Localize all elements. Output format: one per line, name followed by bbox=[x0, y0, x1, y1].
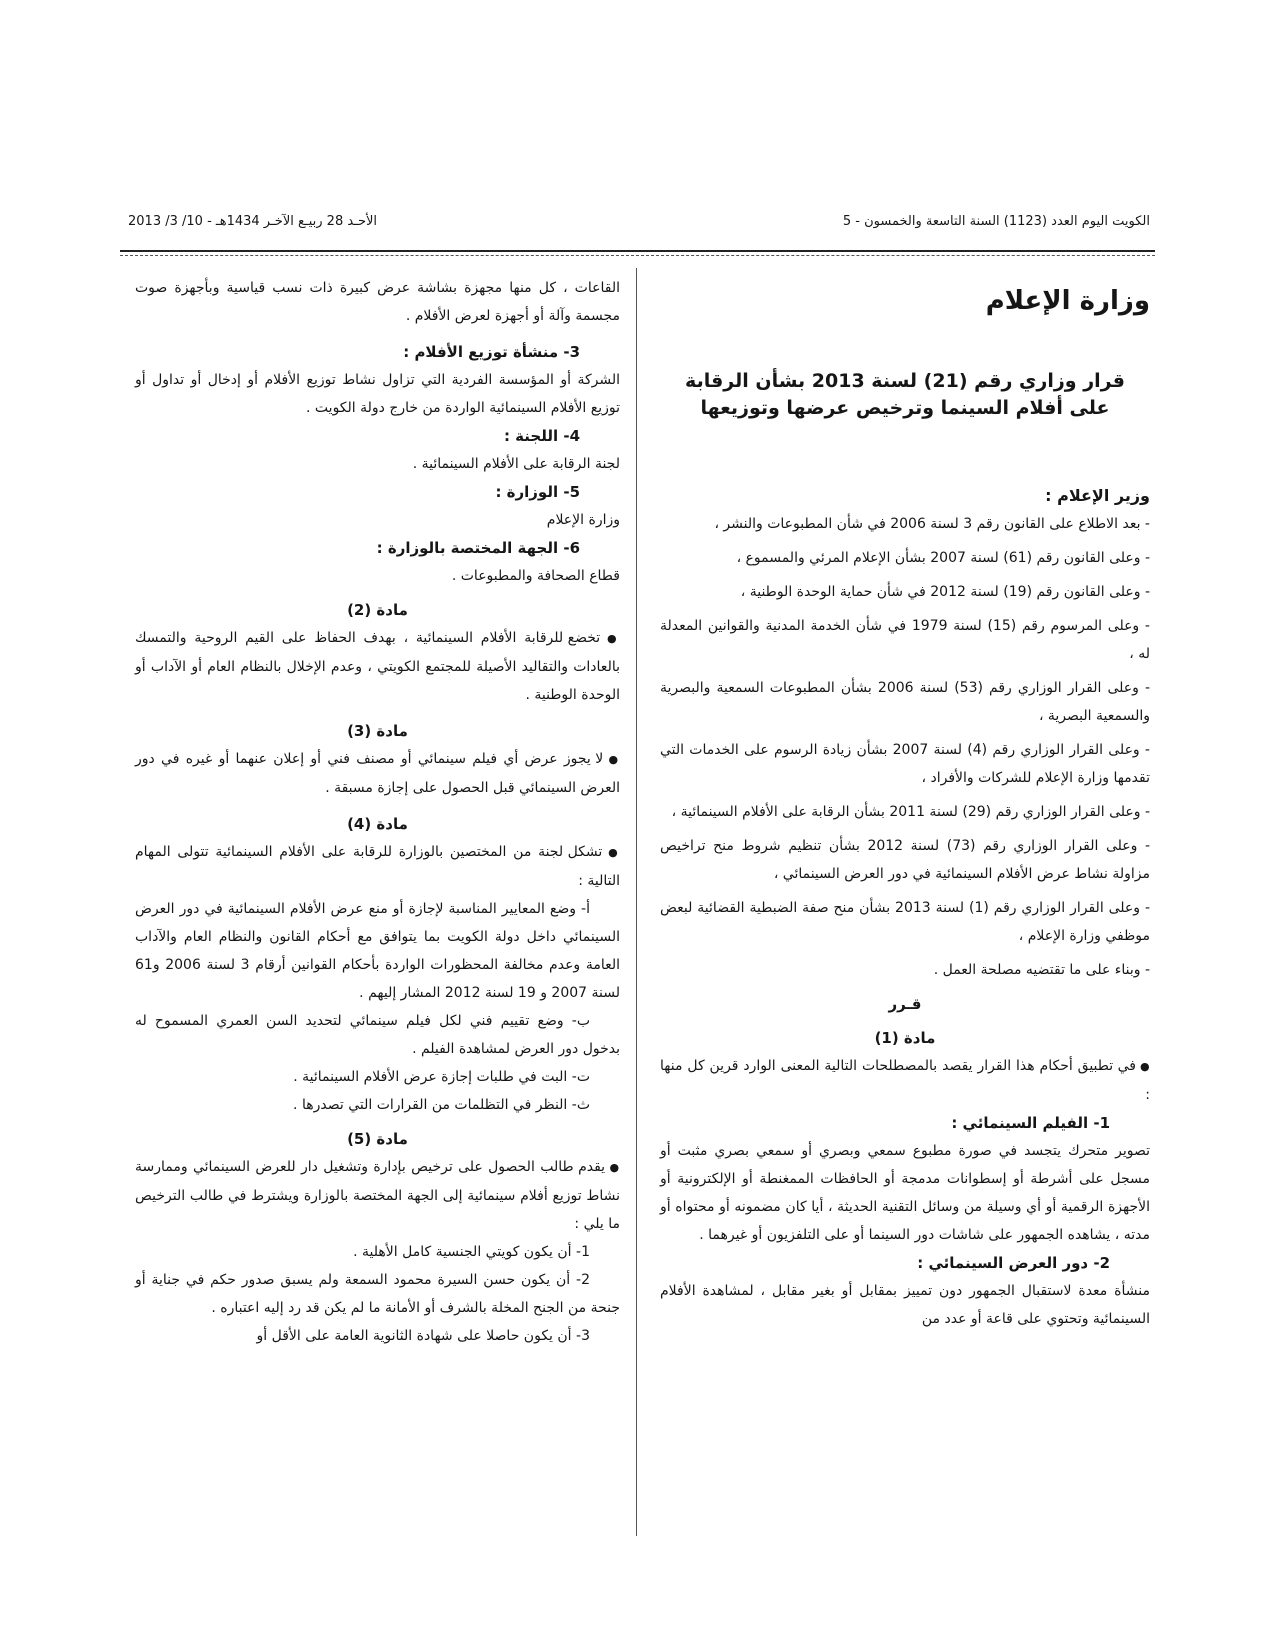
article-5-item: 2- أن يكون حسن السيرة محمود السمعة ولم يسبق صدور حكم في جناية أو جنحة من الجنح المخلة بالشرف أو الأمانة ما لم يكن قد رد إليه اعتباره . bbox=[135, 1272, 620, 1316]
preamble-item: - وبناء على ما تقتضيه مصلحة العمل . bbox=[933, 962, 1150, 978]
article-4-item: ت- البت في طلبات إجازة عرض الأفلام السينمائية . bbox=[293, 1069, 590, 1085]
article-5-text: ● يقدم طالب الحصول على ترخيص بإدارة وتشغيل دار للعرض السينمائي وممارسة نشاط توزيع أفلام سينمائية إلى الجهة المختصة بالوزارة ويشترط في طالب الترخيص ما يلي : bbox=[135, 1153, 620, 1238]
preamble-item: - وعلى القرار الوزاري رقم (53) لسنة 2006 بشأن المطبوعات السمعية والبصرية والسمعية البصرية ، bbox=[660, 680, 1150, 724]
definition-3-heading: 3- منشأة توزيع الأفلام : bbox=[403, 343, 580, 361]
header-rule bbox=[120, 250, 1155, 252]
preamble-item: - وعلى القرار الوزاري رقم (4) لسنة 2007 بشأن زيادة الرسوم على الخدمات التي تقدمها وزارة الإعلام للشركات والأفراد ، bbox=[660, 742, 1150, 786]
decree-title: قرار وزاري رقم (21) لسنة 2013 بشأن الرقابة على أفلام السينما وترخيص عرضها وتوزيعها bbox=[685, 370, 1125, 419]
article-5-heading: مادة (5) bbox=[347, 1130, 408, 1148]
article-4-text: ● تشكل لجنة من المختصين بالوزارة للرقابة على الأفلام السينمائية تتولى المهام التالية : bbox=[135, 838, 620, 895]
decree-word: قـرر bbox=[888, 995, 922, 1013]
definition-2-continued: القاعات ، كل منها مجهزة بشاشة عرض كبيرة ذات نسب قياسية وبأجهزة صوت مجسمة وآلة أو أجهزة لعرض الأفلام . bbox=[135, 280, 620, 324]
definition-6-heading: 6- الجهة المختصة بالوزارة : bbox=[376, 539, 580, 557]
article-4-item: ث- النظر في التظلمات من القرارات التي تصدرها . bbox=[293, 1097, 590, 1113]
article-5-item: 3- أن يكون حاصلا على شهادة الثانوية العامة على الأقل أو bbox=[256, 1328, 590, 1344]
preamble-item: - وعلى المرسوم رقم (15) لسنة 1979 في شأن الخدمة المدنية والقوانين المعدلة له ، bbox=[660, 618, 1150, 662]
definition-1-heading: 1- الفيلم السينمائي : bbox=[951, 1114, 1110, 1132]
article-1-heading: مادة (1) bbox=[874, 1029, 936, 1047]
column-divider bbox=[636, 268, 637, 1536]
article-4-item: أ- وضع المعايير المناسبة لإجازة أو منع عرض الأفلام السينمائية في دور العرض السينمائي داخل دولة الكويت بما يتوافق مع أحكام القانون والنظام العام والآداب العامة وعدم مخالفة المحظورات الواردة بأحكام القوانين أرقام 3 لسنة 2006 و61 لسنة 2007 و 19 لسنة 2012 المشار إليهم . bbox=[135, 901, 621, 1001]
article-2-text: ● تخضع للرقابة الأفلام السينمائية ، بهدف الحفاظ على القيم الروحية والتمسك بالعادات والتقاليد الأصيلة للمجتمع الكويتي ، وعدم الإخلال بالنظام العام أو الآداب أو الوحدة الوطنية . bbox=[135, 624, 620, 709]
header-date: الأحـد 28 ربيـع الآخـر 1434هـ - 10/ 3/ 2013 bbox=[128, 214, 378, 229]
definition-3-text: الشركة أو المؤسسة الفردية التي تزاول نشاط توزيع الأفلام أو إدخال أو تداول أو توزيع الأفلام السينمائية الواردة من خارج دولة الكويت . bbox=[135, 372, 620, 416]
preamble-item: - وعلى القانون رقم (19) لسنة 2012 في شأن حماية الوحدة الوطنية ، bbox=[740, 584, 1150, 600]
minister-label: وزير الإعلام : bbox=[1045, 486, 1150, 505]
preamble-item: - وعلى القرار الوزاري رقم (29) لسنة 2011 بشأن الرقابة على الأفلام السينمائية ، bbox=[671, 804, 1150, 820]
preamble-item: - وعلى القرار الوزاري رقم (73) لسنة 2012 بشأن تنظيم شروط منح تراخيص مزاولة نشاط عرض الأفلام السينمائية في دور العرض السينمائي ، bbox=[660, 838, 1150, 882]
header-issue-info: الكويت اليوم العدد (1123) السنة التاسعة والخمسون - 5 bbox=[842, 214, 1150, 229]
right-column bbox=[660, 282, 1150, 1333]
definition-4-heading: 4- اللجنة : bbox=[503, 427, 580, 445]
ministry-heading: وزارة الإعلام bbox=[985, 286, 1150, 316]
definition-5-heading: 5- الوزارة : bbox=[495, 483, 580, 501]
preamble-item: - وعلى القرار الوزاري رقم (1) لسنة 2013 بشأن منح صفة الضبطية القضائية لبعض موظفي وزارة الإعلام ، bbox=[660, 900, 1150, 944]
article-4-item: ب- وضع تقييم فني لكل فيلم سينمائي لتحديد السن العمري المسموح له بدخول دور العرض لمشاهدة الفيلم . bbox=[135, 1013, 620, 1057]
preamble-item: - بعد الاطلاع على القانون رقم 3 لسنة 2006 في شأن المطبوعات والنشر ، bbox=[714, 516, 1150, 532]
article-4-heading: مادة (4) bbox=[347, 815, 408, 833]
article-3-heading: مادة (3) bbox=[347, 722, 408, 740]
definition-4-text: لجنة الرقابة على الأفلام السينمائية . bbox=[412, 456, 620, 472]
definition-1-text: تصوير متحرك يتجسد في صورة مطبوع سمعي وبصري أو سمعي بصري مثبت أو مسجل على أشرطة أو إسطوانات مدمجة أو الحافظات الممغنطة أو الإلكترونية أو الأجهزة الرقمية أو أي وسيلة من وسائل التقنية الحديثة ، أيا كان مضمونه أو محتواه أو مدته ، يشاهده الجمهور على شاشات دور السينما أو على التلفزيون أو غيرهما . bbox=[660, 1143, 1150, 1243]
preamble bbox=[660, 510, 1150, 984]
definition-2-text: منشأة معدة لاستقبال الجمهور دون تمييز بمقابل أو بغير مقابل ، لمشاهدة الأفلام السينمائية وتحتوي على قاعة أو عدد من bbox=[660, 1283, 1150, 1327]
article-2-heading: مادة (2) bbox=[347, 601, 408, 619]
article-5-item: 1- أن يكون كويتي الجنسية كامل الأهلية . bbox=[353, 1244, 590, 1260]
header-rule-dashed bbox=[120, 255, 1155, 256]
definition-5-text: وزارة الإعلام bbox=[546, 512, 620, 528]
preamble-item: - وعلى القانون رقم (61) لسنة 2007 بشأن الإعلام المرئي والمسموع ، bbox=[736, 550, 1150, 566]
article-1-text: ● في تطبيق أحكام هذا القرار يقصد بالمصطلحات التالية المعنى الوارد قرين كل منها : bbox=[660, 1052, 1150, 1109]
definition-6-text: قطاع الصحافة والمطبوعات . bbox=[451, 568, 620, 584]
article-3-text: ● لا يجوز عرض أي فيلم سينمائي أو مصنف فني أو إعلان عنهما أو غيره في دور العرض السينمائي قبل الحصول على إجازة مسبقة . bbox=[135, 745, 620, 802]
left-column bbox=[135, 274, 620, 1350]
definition-2-heading: 2- دور العرض السينمائي : bbox=[917, 1254, 1110, 1272]
